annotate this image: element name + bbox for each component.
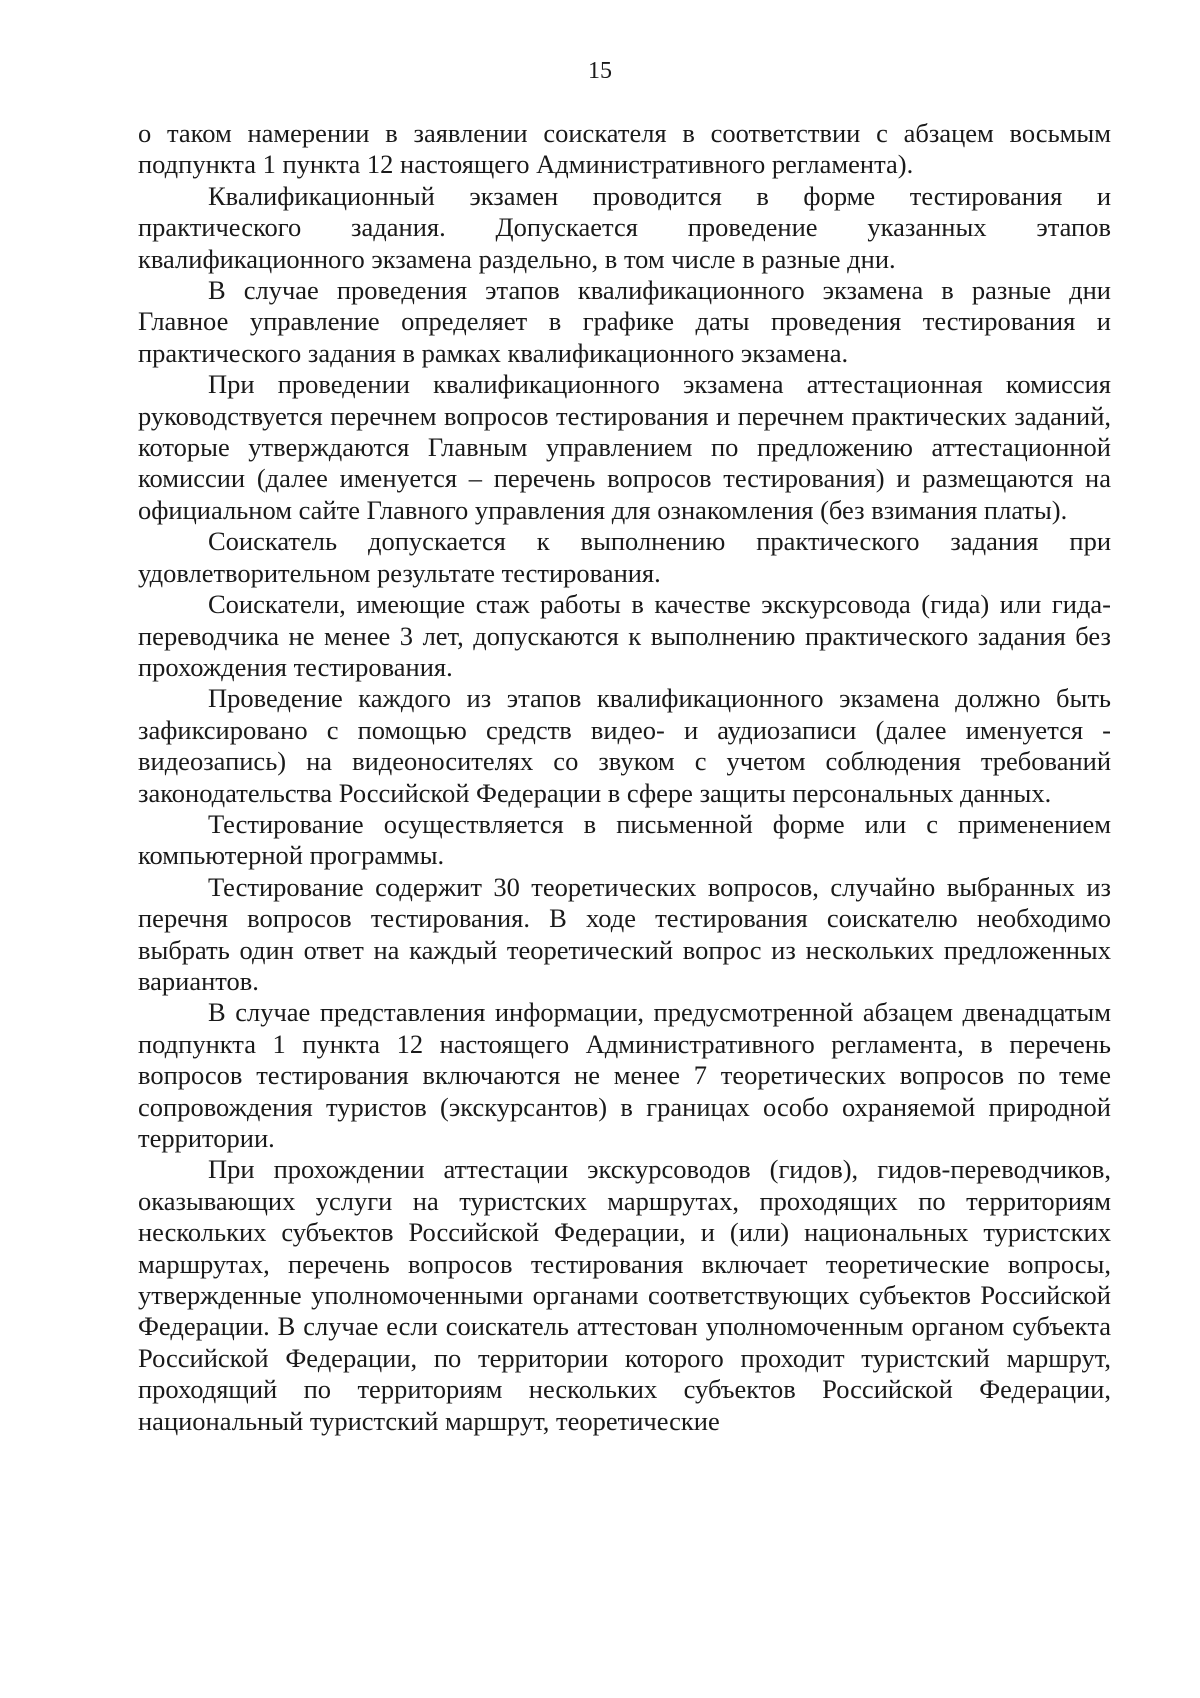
- paragraph-experienced-applicants: Соискатели, имеющие стаж работы в качестве экскурсовода (гида) или гида-переводчика не менее 3 лет, допускаются к выполнению практического задания без прохождения тестирования.: [138, 589, 1111, 682]
- page-number: 15: [588, 58, 612, 84]
- paragraph-continuation: о таком намерении в заявлении соискателя в соответствии с абзацем восьмым подпункта 1 пункта 12 настоящего Административного регламента).: [138, 118, 1111, 180]
- paragraph-testing-content: Тестирование содержит 30 теоретических вопросов, случайно выбранных из перечня вопросов тестирования. В ходе тестирования соискателю необходимо выбрать один ответ на каждый теоретический вопрос из нескольких предложенных вариантов.: [138, 871, 1111, 996]
- paragraph-video-recording: Проведение каждого из этапов квалификационного экзамена должно быть зафиксировано с помощью средств видео- и аудиозаписи (далее именуется - видеозапись) на видеоносителях со звуком с учетом соблюдения требований законодательства Российской Федерации в сфере защиты персональных данных.: [138, 683, 1111, 808]
- paragraph-exam-format: Квалификационный экзамен проводится в форме тестирования и практического задания. Допускается проведение указанных этапов квалификационного экзамена раздельно, в том числе в разные дни.: [138, 180, 1111, 274]
- document-body: [138, 118, 1111, 1437]
- paragraph-testing-form: Тестирование осуществляется в письменной форме или с применением компьютерной программы.: [138, 808, 1111, 871]
- paragraph-protected-area: В случае представления информации, предусмотренной абзацем двенадцатым подпункта 1 пункта 12 настоящего Административного регламента, в перечень вопросов тестирования включаются не менее 7 теоретических вопросов по теме сопровождения туристов (экскурсантов) в границах особо охраняемой природной территории.: [138, 997, 1111, 1153]
- paragraph-exam-schedule: В случае проведения этапов квалификационного экзамена в разные дни Главное управление определяет в графике даты проведения тестирования и практического задания в рамках квалификационного экзамена.: [138, 275, 1111, 368]
- paragraph-interregional-routes: При прохождении аттестации экскурсоводов (гидов), гидов-переводчиков, оказывающих услуги на туристских маршрутах, проходящих по территориям нескольких субъектов Российской Федерации, и (или) национальных туристских маршрутах, перечень вопросов тестирования включает теоретические вопросы, утвержденные уполномоченными органами соответствующих субъектов Российской Федерации. В случае если соискатель аттестован уполномоченным органом субъекта Российской Федерации, по территории которого проходит туристский маршрут, проходящий по территориям нескольких субъектов Российской Федерации, национальный туристский маршрут, теоретические: [138, 1154, 1111, 1436]
- paragraph-admission-practical: Соискатель допускается к выполнению практического задания при удовлетворительном результате тестирования.: [138, 526, 1111, 588]
- paragraph-question-list: При проведении квалификационного экзамена аттестационная комиссия руководствуется перечнем вопросов тестирования и перечнем практических заданий, которые утверждаются Главным управлением по предложению аттестационной комиссии (далее именуется – перечень вопросов тестирования) и размещаются на официальном сайте Главного управления для ознакомления (без взимания платы).: [138, 369, 1111, 525]
